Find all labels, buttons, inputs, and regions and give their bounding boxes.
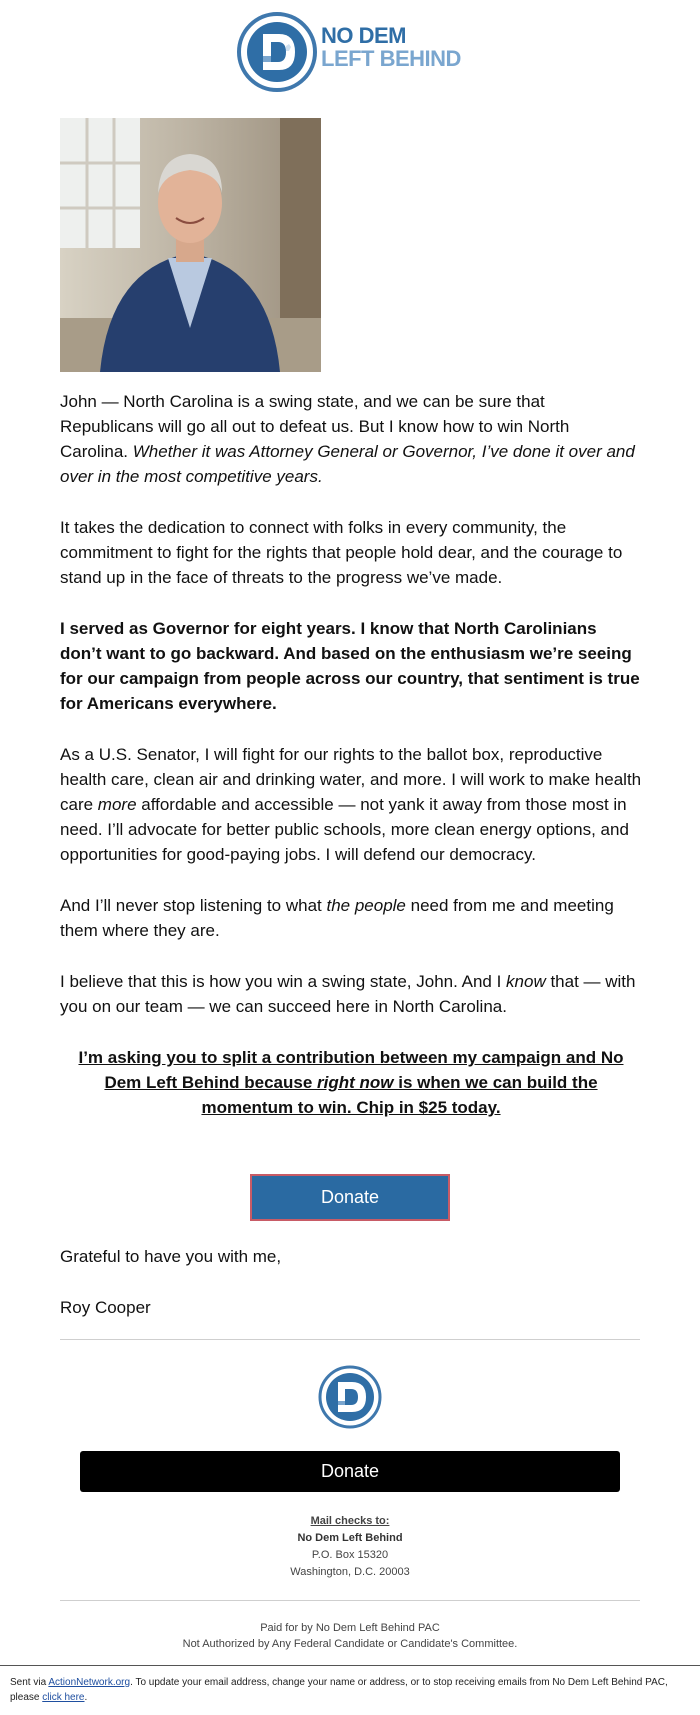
paragraph-4: As a U.S. Senator, I will fight for our rights to the ballot box, reproductive health care, clean air and drinking water, and more. I will work to make health care more affordable and accessible — not yank it away from those most in need. I’ll advocate for better public schools, more clean energy options, and opportunities for good-paying jobs. I will defend our democracy.	[60, 745, 642, 864]
signoff: Grateful to have you with me,	[60, 1247, 282, 1266]
divider	[60, 1600, 640, 1601]
mail-address-line1: P.O. Box 15320	[311, 1549, 389, 1561]
email-body	[60, 389, 642, 1153]
paragraph-2: It takes the dedication to connect with folks in every community, the commitment to fight for the rights that people hold dear, and the courage to stand up in the face of threats to the progress we’ve made.	[60, 518, 623, 587]
disclaimer	[0, 1620, 700, 1652]
donate-footer-button[interactable]: Donate	[80, 1451, 620, 1492]
mail-name: No Dem Left Behind	[297, 1532, 403, 1544]
header	[0, 10, 700, 92]
paid-for-line: Paid for by No Dem Left Behind PAC	[260, 1622, 440, 1634]
donate-button[interactable]: Donate	[250, 1174, 450, 1221]
paragraph-6: I believe that this is how you win a swing state, John. And I know that — with you on our team — we can succeed here in North Carolina.	[60, 972, 636, 1016]
email-footer: Sent via ActionNetwork.org. To update your email address, change your name or address, or to stop receiving emails from No Dem Left Behind PAC, please click here.	[0, 1665, 700, 1715]
logo-d-icon	[237, 12, 317, 92]
brand-logo[interactable]	[237, 10, 477, 92]
mail-checks-block	[0, 1513, 700, 1581]
logo-line1: NO DEM	[321, 23, 406, 48]
signature: Roy Cooper	[60, 1298, 151, 1317]
paragraph-1: John — North Carolina is a swing state, and we can be sure that Republicans will go all out to defeat us. But I know how to win North Carolina. Whether it was Attorney General or Governor, I’ve done it over and over in the most competitive years.	[60, 392, 635, 486]
unsubscribe-link[interactable]: click here	[42, 1692, 85, 1703]
logo-line2: LEFT BEHIND	[321, 46, 461, 71]
mail-heading: Mail checks to:	[310, 1515, 390, 1527]
paragraph-5: And I’ll never stop listening to what the people need from me and meeting them where they are.	[60, 896, 614, 940]
cta-link[interactable]: I’m asking you to split a contribution between my campaign and No Dem Left Behind because right now is when we can build the momentum to win. Chip in $25 today.	[78, 1048, 624, 1117]
footer-logo-icon[interactable]	[318, 1365, 382, 1429]
divider	[60, 1339, 640, 1340]
mail-address-line2: Washington, D.C. 20003	[290, 1566, 410, 1578]
paragraph-3: I served as Governor for eight years. I know that North Carolinians don’t want to go backward. And based on the enthusiasm we’re seeing for our campaign from people across our country, that sentiment is true for Americans everywhere.	[60, 619, 640, 713]
not-authorized-line: Not Authorized by Any Federal Candidate or Candidate's Committee.	[182, 1638, 518, 1650]
action-network-link[interactable]: ActionNetwork.org	[48, 1677, 131, 1688]
candidate-photo	[60, 118, 321, 372]
